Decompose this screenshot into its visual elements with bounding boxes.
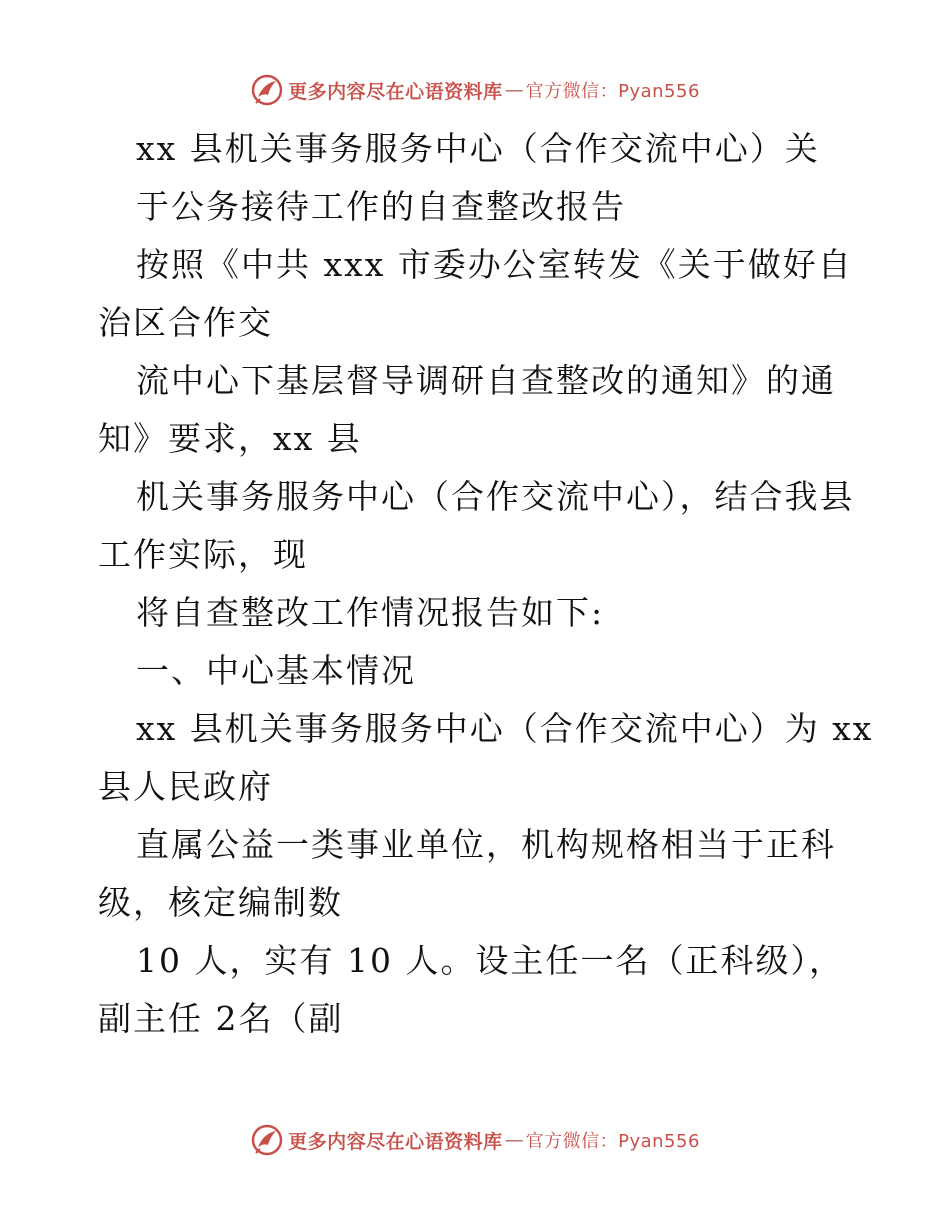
body-line: 于公务接待工作的自查整改报告 bbox=[136, 187, 626, 226]
body-line: xx 县机关事务服务中心（合作交流中心）关 bbox=[136, 129, 820, 168]
watermark-dash: — bbox=[504, 79, 524, 101]
body-line: 治区合作交 bbox=[98, 303, 273, 342]
body-line: 级，核定编制数 bbox=[98, 883, 343, 922]
body-line: 按照《中共 xxx 市委办公室转发《关于做好自 bbox=[136, 245, 853, 284]
watermark-contact: 官方微信：Pyan556 bbox=[525, 81, 700, 102]
watermark-contact: 官方微信：Pyan556 bbox=[525, 1131, 700, 1152]
body-line: 县人民政府 bbox=[98, 767, 273, 806]
section-heading: 一、中心基本情况 bbox=[136, 651, 416, 690]
body-line: 将自查整改工作情况报告如下: bbox=[136, 593, 605, 632]
body-line: 机关事务服务中心（合作交流中心），结合我县 bbox=[136, 477, 855, 516]
pen-logo-icon bbox=[250, 73, 284, 107]
body-line: 直属公益一类事业单位，机构规格相当于正科 bbox=[136, 825, 836, 864]
body-line: 知》要求，xx 县 bbox=[98, 419, 362, 458]
body-line: 副主任 2名（副 bbox=[98, 999, 344, 1038]
watermark-title: 更多内容尽在心语资料库 bbox=[288, 80, 503, 103]
document-body bbox=[98, 120, 874, 1048]
watermark-dash: — bbox=[504, 1129, 524, 1151]
body-line: xx 县机关事务服务中心（合作交流中心）为 xx bbox=[136, 709, 874, 748]
header-watermark bbox=[0, 70, 950, 110]
footer-watermark bbox=[0, 1120, 950, 1160]
body-line: 流中心下基层督导调研自查整改的通知》的通 bbox=[136, 361, 836, 400]
watermark-title: 更多内容尽在心语资料库 bbox=[288, 1130, 503, 1153]
body-line: 10 人，实有 10 人。设主任一名（正科级）， bbox=[136, 941, 844, 980]
body-line: 工作实际，现 bbox=[98, 535, 308, 574]
pen-logo-icon bbox=[250, 1123, 284, 1157]
